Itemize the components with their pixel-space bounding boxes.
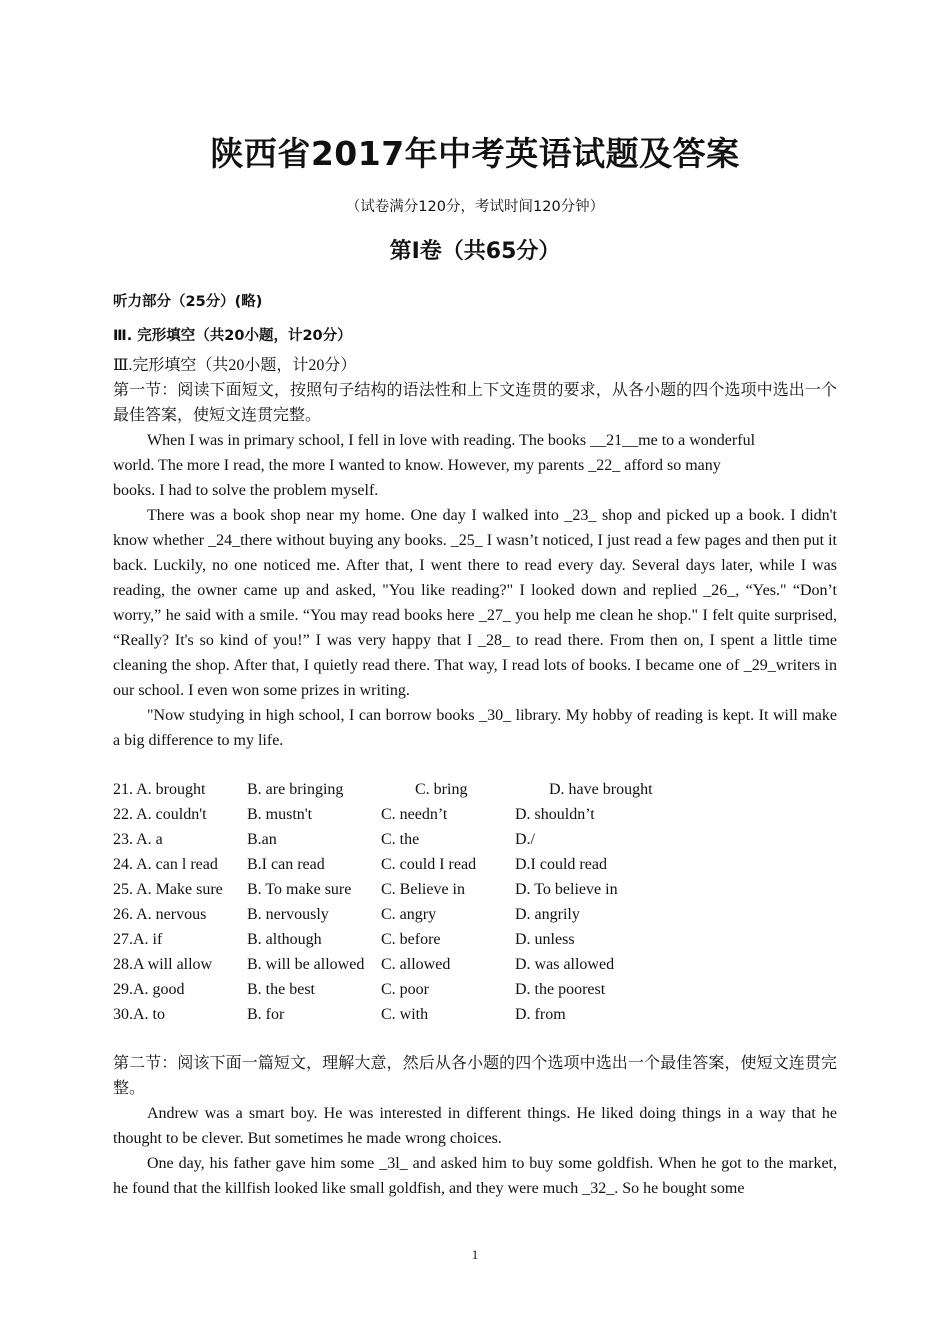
option-b: B. the best: [247, 981, 315, 998]
option-c: C. could I read: [381, 856, 477, 873]
passage2-paragraph-1: Andrew was a smart boy. He was interested in different things. He liked doing things in a way that he thought to be clever. But sometimes he made wrong choices.: [113, 1105, 837, 1147]
section2-instructions: 第二节：阅该下面一篇短文，理解大意，然后从各小题的四个选项中选出一个最佳答案，使短文连贯完整。: [113, 1055, 837, 1097]
option-c: C. poor: [381, 981, 429, 998]
document-subtitle: （试卷满分120分，考试时间120分钟）: [345, 199, 605, 215]
cloze-section: [113, 353, 837, 753]
passage1-line-3: books. I had to solve the problem myself.: [113, 482, 379, 499]
option-b: B. will be allowed: [247, 956, 365, 973]
option-b: B. To make sure: [247, 881, 352, 898]
option-a: 21. A. brought: [113, 781, 206, 798]
option-a: 24. A. can l read: [113, 856, 218, 873]
option-b: B. nervously: [247, 906, 329, 923]
option-d: D./: [515, 831, 535, 848]
option-a: 23. A. a: [113, 831, 163, 848]
option-b: B.an: [247, 831, 277, 848]
option-a: 25. A. Make sure: [113, 881, 223, 898]
option-c: C. the: [381, 831, 420, 848]
option-b: B. although: [247, 931, 322, 948]
option-b: B. are bringing: [247, 781, 344, 798]
passage1-paragraph-2: There was a book shop near my home. One day I walked into _23_ shop and picked up a book. I didn't know whether _24_there without buying any books. _25_ I wasn’t noticed, I just read a few pages and then put it back. Luckily, no one noticed me. After that, I went there to read every day. Several days later, while I was reading, the owner came up and asked, "You like reading?" I looked down and replied _26_, “Yes." “Don’t worry,” he said with a smile. “You may read books here _27_ you help me clean he shop." I felt quite surprised, “Really? It's so kind of you!” I was very happy that I _28_ to read there. From then on, I spent a little time cleaning the shop. After that, I quietly read there. That way, I read lots of books. I became one of _29_writers in our school. I even won some prizes in writing.: [113, 507, 837, 699]
option-d: D. shouldn’t: [515, 806, 595, 823]
section-cloze-heading: Ⅲ. 完形填空（共20小题，计20分）: [113, 328, 352, 344]
option-a: 30.A. to: [113, 1006, 165, 1023]
passage2-paragraph-2: One day, his father gave him some _3l_ and asked him to buy some goldfish. When he got to the market, he found that the killfish looked like small goldfish, and they were much _32_. So he bought some: [113, 1155, 837, 1197]
option-b: B.I can read: [247, 856, 325, 873]
option-a: 28.A will allow: [113, 956, 213, 973]
passage1-line-2: world. The more I read, the more I wanted to know. However, my parents _22_ afford so many: [113, 457, 721, 474]
option-d: D. unless: [515, 931, 575, 948]
option-a: 26. A. nervous: [113, 906, 207, 923]
option-b: B. for: [247, 1006, 285, 1023]
option-d: D. was allowed: [515, 956, 615, 973]
cloze-instructions: 第一节：阅读下面短文，按照句子结构的语法性和上下文连贯的要求，从各小题的四个选项中选出一个最佳答案，使短文连贯完整。: [113, 382, 837, 424]
page-number: 1: [471, 1247, 479, 1262]
option-c: C. with: [381, 1006, 429, 1023]
option-a: 22. A. couldn't: [113, 806, 207, 823]
section-listening: 听力部分（25分）(略): [113, 294, 263, 310]
option-d: D.I could read: [515, 856, 607, 873]
option-c: C. allowed: [381, 956, 451, 973]
passage1-line-1: When I was in primary school, I fell in love with reading. The books __21__me to a wonderful: [147, 432, 756, 449]
option-b: B. mustn't: [247, 806, 313, 823]
option-c: C. angry: [381, 906, 437, 923]
document-title: 陕西省2017年中考英语试题及答案: [210, 134, 740, 173]
section-cloze-plain: Ⅲ.完形填空（共20小题，计20分）: [113, 357, 357, 374]
reading-section: [113, 1051, 837, 1201]
option-c: C. Believe in: [381, 881, 465, 898]
part-title: 第Ⅰ卷（共65分）: [389, 239, 561, 264]
option-d: D. To believe in: [515, 881, 618, 898]
option-a: 27.A. if: [113, 931, 163, 948]
option-d: D. have brought: [549, 781, 653, 798]
option-d: D. angrily: [515, 906, 580, 923]
option-d: D. the poorest: [515, 981, 606, 998]
option-c: C. bring: [415, 781, 468, 798]
option-c: C. needn’t: [381, 806, 448, 823]
option-c: C. before: [381, 931, 441, 948]
passage1-paragraph-3: "Now studying in high school, I can borrow books _30_ library. My hobby of reading is kept. It will make a big difference to my life.: [113, 707, 837, 749]
option-a: 29.A. good: [113, 981, 185, 998]
option-d: D. from: [515, 1006, 566, 1023]
